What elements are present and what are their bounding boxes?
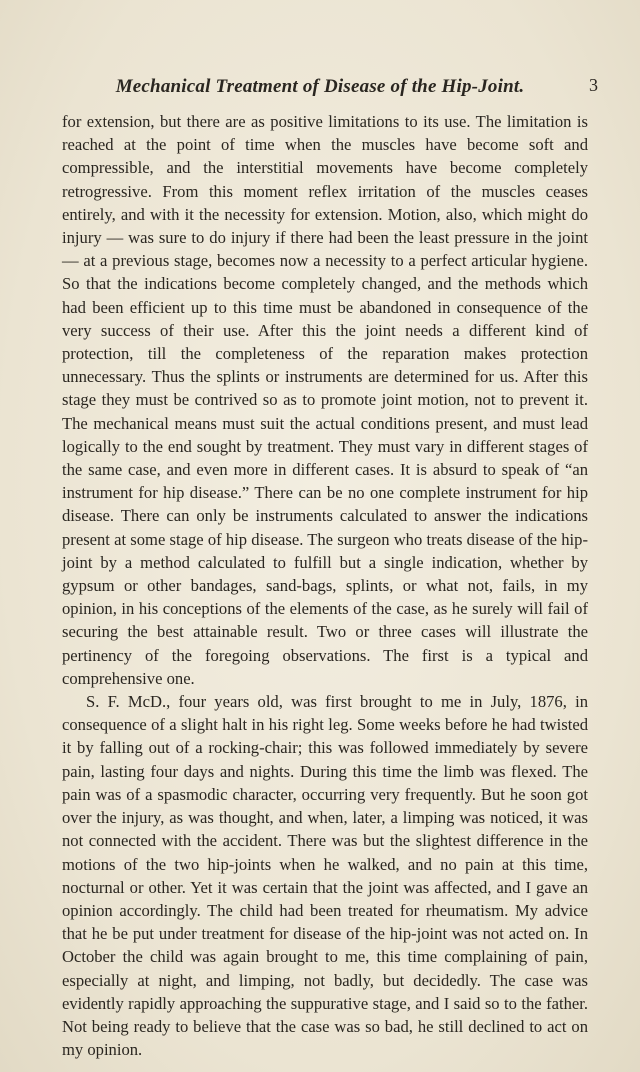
body-text (62, 110, 588, 1061)
paragraph-continuation: for extension, but there are as positive limitations to its use. The limitation is reached at the point of time when the muscles have become soft and compressible, and the interstitial movements have become completely retrogressive. From this moment reflex irritation of the muscles ceases entirely, and with it the necessity for extension. Motion, also, which might do injury — was sure to do injury if there had been the least pressure in the joint — at a previous stage, becomes now a necessity to a perfect articular hygiene. So that the indications become completely changed, and the methods which had been efficient up to this time must be abandoned in consequence of the very success of their use. After this the joint needs a different kind of protection, till the completeness of the reparation makes protection unnecessary. Thus the splints or instruments are determined for us. After this stage they must be contrived so as to promote joint motion, not to prevent it. The mechanical means must suit the actual conditions present, and must lead logically to the end sought by treatment. They must vary in different stages of the same case, and even more in different cases. It is absurd to speak of “an instrument for hip disease.” There can be no one complete instrument for hip disease. There can only be instruments calculated to answer the indications present at some stage of hip disease. The surgeon who treats disease of the hip-joint by a method calculated to fulfill but a single indication, whether by gypsum or other bandages, sand-bags, splints, or what not, fails, in my opinion, in his conceptions of the elements of the case, as he surely will fail of securing the best attainable result. Two or three cases will illustrate the pertinency of the foregoing observations. The first is a typical and comprehensive one. (62, 112, 588, 688)
running-title: Mechanical Treatment of Disease of the Hip-Joint. (115, 76, 525, 97)
paragraph-case-report: S. F. McD., four years old, was first brought to me in July, 1876, in consequence of a slight halt in his right leg. Some weeks before he had twisted it by falling out of a rocking-chair; this was followed immediately by severe pain, lasting four days and nights. During this time the limb was flexed. The pain was of a spasmodic character, occurring very frequently. But he soon got over the injury, as was thought, and when, later, a limping was noticed, it was not connected with the accident. There was but the slightest difference in the motions of the two hip-joints when he walked, and no pain at this time, nocturnal or other. Yet it was certain that the joint was affected, and I gave an opinion accordingly. The child had been treated for rheumatism. My advice that he be put under treatment for disease of the hip-joint was not acted on. In October the child was again brought to me, this time complaining of pain, especially at night, and limping, not badly, but decidedly. The case was evidently rapidly approaching the suppurative stage, and I said so to the father. Not being ready to believe that the case was so bad, he still declined to act on my opinion. (62, 692, 588, 1060)
page-number: 3 (589, 75, 598, 95)
running-head (0, 76, 640, 102)
